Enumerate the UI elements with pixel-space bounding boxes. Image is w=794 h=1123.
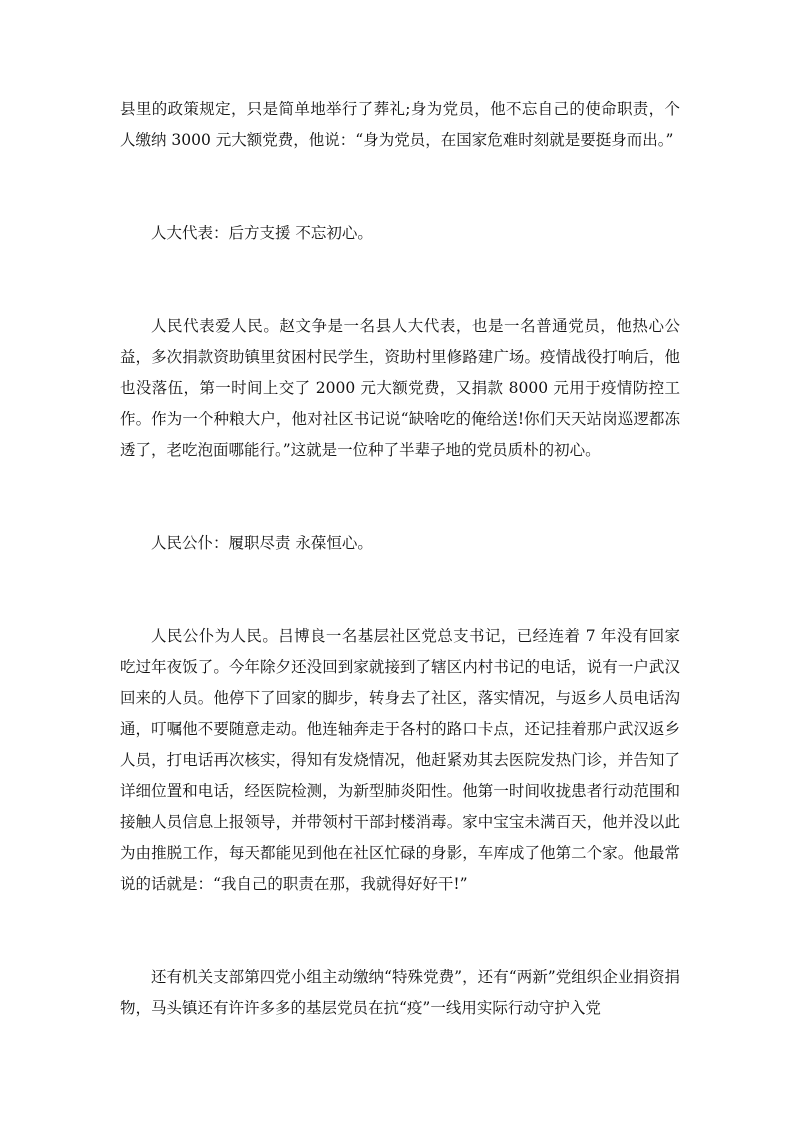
paragraph-continuation: 县里的政策规定，只是简单地举行了葬礼;身为党员，他不忘自己的使命职责，个人缴纳 3000 元大额党费，他说：“身为党员，在国家危难时刻就是要挺身而出。” [120,100,680,149]
document-body [120,94,680,1024]
section-heading-deputy: 人大代表：后方支援 不忘初心。 [151,224,373,242]
paragraph-spacer [120,156,680,218]
paragraph-spacer [120,900,680,962]
paragraph-spacer [120,466,680,528]
section-heading-public-servant: 人民公仆：履职尽责 永葆恒心。 [151,534,373,552]
paragraph-closing: 还有机关支部第四党小组主动缴纳“特殊党费”，还有“两新”党组织企业捐资捐物，马头镇还有许许多多的基层党员在抗“疫”一线用实际行动守护入党 [120,968,680,1017]
paragraph-spacer [120,559,680,621]
paragraph-public-servant: 人民公仆为人民。吕博良一名基层社区党总支书记，已经连着 7 年没有回家吃过年夜饭了。今年除夕还没回到家就接到了辖区内村书记的电话，说有一户武汉回来的人员。他停下了回家的脚步，转身去了社区，落实情况，与返乡人员电话沟通，叮嘱他不要随意走动。他连轴奔走于各村的路口卡点，还记挂着那户武汉返乡人员，打电话再次核实，得知有发烧情况，他赶紧劝其去医院发热门诊，并告知了详细位置和电话，经医院检测，为新型肺炎阳性。他第一时间收拢患者行动范围和接触人员信息上报领导，并带领村干部封楼消毒。家中宝宝未满百天，他并没以此为由推脱工作，每天都能见到他在社区忙碌的身影，车库成了他第二个家。他最常说的话就是：“我自己的职责在那，我就得好好干!” [120,627,680,893]
paragraph-deputy: 人民代表爱人民。赵文争是一名县人大代表，也是一名普通党员，他热心公益，多次捐款资助镇里贫困村民学生，资助村里修路建广场。疫情战役打响后，他也没落伍，第一时间上交了 2000 元大额党费，又捐款 8000 元用于疫情防控工作。作为一个种粮大户，他对社区书记说“缺啥吃的俺给送!你们天天站岗巡逻都冻透了，老吃泡面哪能行。”这就是一位种了半辈子地的党员质朴的初心。 [120,317,680,459]
paragraph-spacer [120,249,680,311]
